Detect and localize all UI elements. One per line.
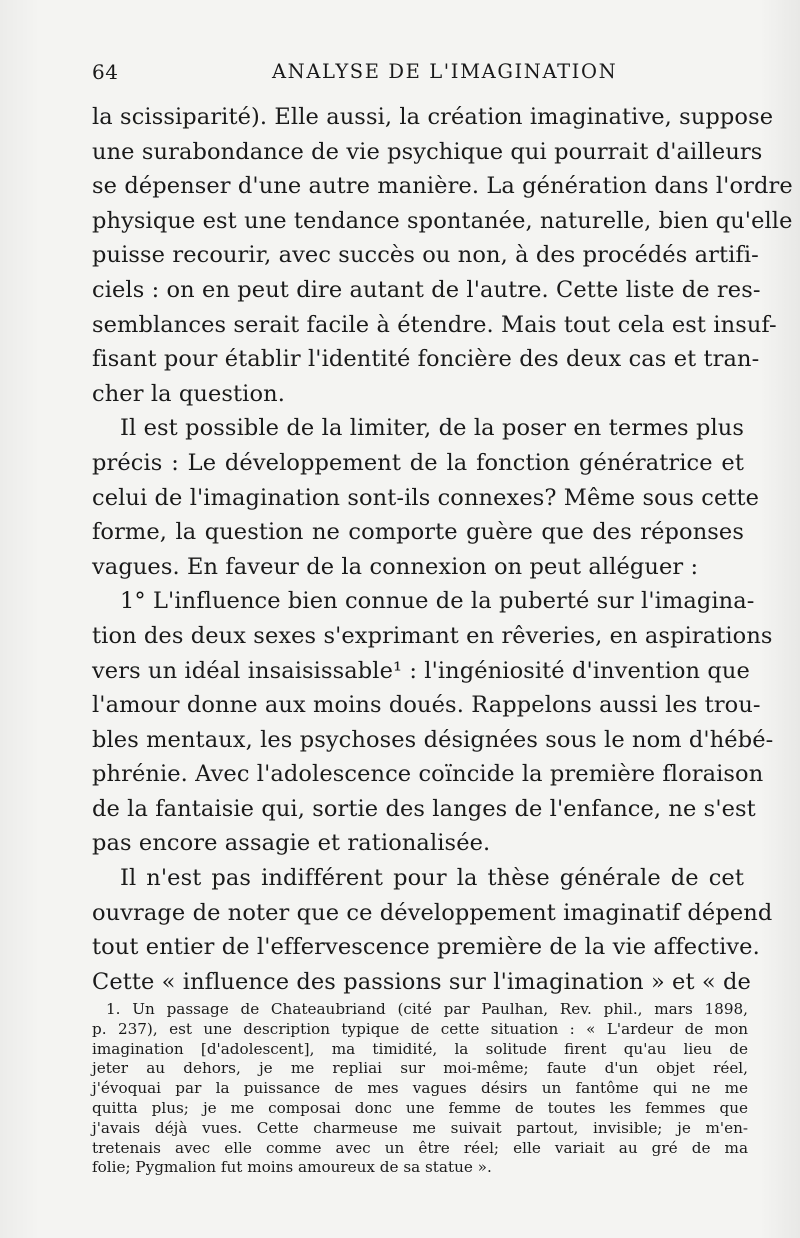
footnote-line: tretenais avec elle comme avec un être réel; elle variait au gré de ma [92,1138,748,1157]
body-line: vagues. En faveur de la connexion on peut alléguer : [92,553,699,580]
body-line: précis : Le développement de la fonction génératrice et [92,449,744,476]
body-line: physique est une tendance spontanée, naturelle, bien qu'elle [92,207,793,234]
footnote-line: j'avais déjà vues. Cette charmeuse me suivait partout, invisible; je m'en- [92,1118,748,1137]
body-line: tout entier de l'effervescence première de la vie affective. [92,934,760,961]
footnote-line: jeter au dehors, je me repliai sur moi-même; faute d'un objet réel, [92,1059,748,1078]
body-line: ciels : on en peut dire autant de l'autre. Cette liste de res- [92,276,761,303]
body-line: la scissiparité). Elle aussi, la création imaginative, suppose [92,104,774,130]
footnote-line: p. 237), est une description typique de cette situation : « L'ardeur de mon [92,1019,748,1038]
body-line: pas encore assagie et rationalisée. [92,830,491,857]
footnote-line: j'évoquai par la puissance de mes vagues désirs un fantôme qui ne me [92,1079,748,1098]
body-line: semblances serait facile à étendre. Mais tout cela est insuf- [92,311,777,338]
body-line: Il est possible de la limiter, de la poser en termes plus [120,415,744,442]
body-line: forme, la question ne comporte guère que des réponses [92,519,744,546]
body-line: une surabondance de vie psychique qui pourrait d'ailleurs [92,138,763,165]
body-line: Cette « influence des passions sur l'imagination » et « de [92,968,751,995]
body-line: puisse recourir, avec succès ou non, à des procédés artifi- [92,242,759,269]
body-line: fisant pour établir l'identité foncière des deux cas et tran- [92,346,760,373]
footnotes [92,1000,748,1178]
body-text [92,100,793,999]
footnote-line: imagination [d'adolescent], ma timidité, la solitude firent qu'au lieu de [92,1039,748,1058]
body-line: se dépenser d'une autre manière. La génération dans l'ordre [92,173,793,200]
body-line: Il n'est pas indifférent pour la thèse générale de cet [120,865,744,892]
body-line: l'amour donne aux moins doués. Rappelons aussi les trou- [92,692,761,719]
body-line: ouvrage de noter que ce développement imaginatif dépend [92,899,773,926]
running-head [92,60,742,90]
page-number: 64 [92,60,119,84]
body-line: phrénie. Avec l'adolescence coïncide la première floraison [92,761,764,788]
footnote-line: quitta plus; je me composai donc une femme de toutes les femmes que [92,1098,748,1117]
body-line: tion des deux sexes s'exprimant en rêveries, en aspirations [92,622,773,649]
body-line: 1° L'influence bien connue de la puberté sur l'imagina- [120,588,755,615]
footnote-line: folie; Pygmalion fut moins amoureux de sa statue ». [92,1158,492,1177]
footnote-line: 1. Un passage de Chateaubriand (cité par Paulhan, Rev. phil., mars 1898, [106,1000,748,1018]
body-line: de la fantaisie qui, sortie des langes de l'enfance, ne s'est [92,795,756,822]
body-line: cher la question. [92,380,285,407]
body-line: vers un idéal insaisissable¹ : l'ingéniosité d'invention que [92,657,750,684]
running-title: ANALYSE DE L'IMAGINATION [272,60,618,83]
body-line: celui de l'imagination sont-ils connexes? Même sous cette [92,484,760,511]
body-line: bles mentaux, les psychoses désignées sous le nom d'hébé- [92,726,774,753]
